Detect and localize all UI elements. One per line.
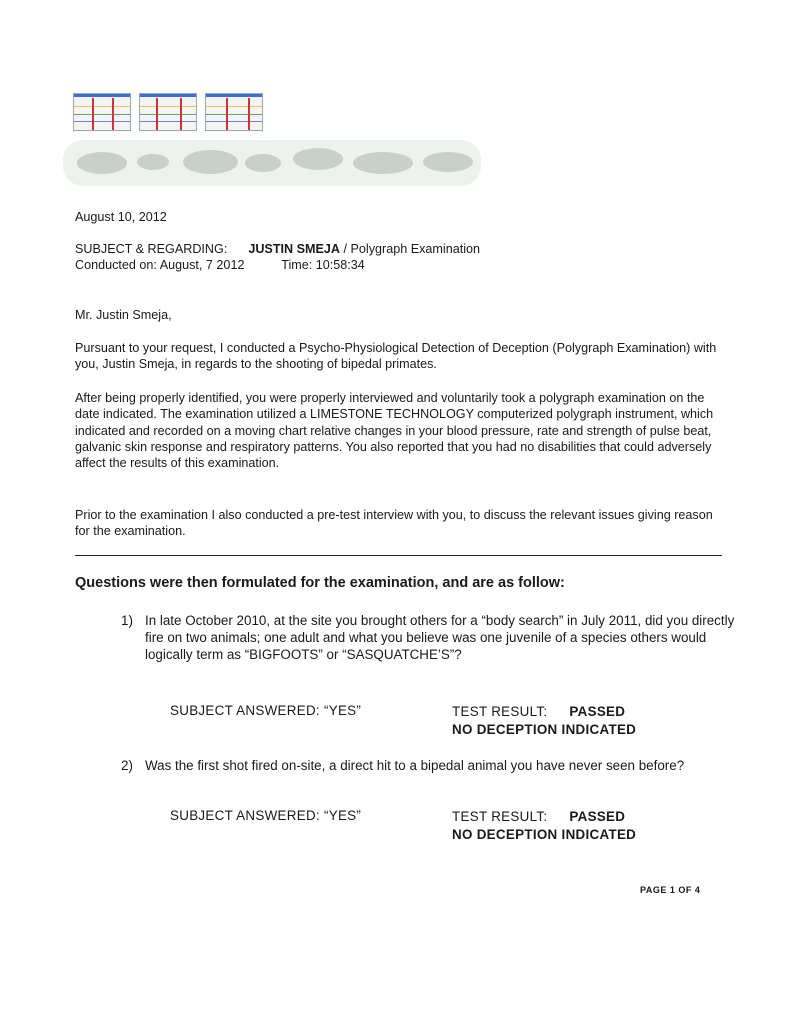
- conducted-line: [75, 257, 365, 273]
- conducted-time: Time: 10:58:34: [281, 258, 365, 272]
- subject-answer: SUBJECT ANSWERED: “YES”: [170, 808, 362, 823]
- test-result: [452, 703, 636, 738]
- test-result-value: PASSED: [569, 704, 626, 719]
- test-result-label: TEST RESULT:: [452, 809, 548, 824]
- question-number: 1): [121, 613, 133, 628]
- conducted-date: Conducted on: August, 7 2012: [75, 258, 245, 272]
- question-text: Was the first shot fired on-site, a direct hit to a bipedal animal you have never seen before?: [145, 758, 685, 773]
- paragraph-pretest: Prior to the examination I also conducted a pre-test interview with you, to discuss the relevant issues giving reason for the examination.: [75, 508, 713, 539]
- polygraph-chart-icon: [139, 93, 197, 131]
- deception-indication: NO DECEPTION INDICATED: [452, 721, 637, 737]
- letterhead-logo: [73, 93, 263, 131]
- test-result-value: PASSED: [569, 809, 626, 824]
- question-number: 2): [121, 758, 133, 773]
- subject-line: [75, 241, 480, 257]
- polygraph-chart-icon: [73, 93, 131, 131]
- test-result: [452, 808, 636, 843]
- page-number: PAGE 1 OF 4: [640, 885, 701, 895]
- paragraph-procedure: After being properly identified, you were properly interviewed and voluntarily took a polygraph examination on the date indicated. The examination utilized a LIMESTONE TECHNOLOGY computerized polygraph instrument, which indicated and recorded on a moving chart relative changes in your blood pressure, rate and strength of pulse beat, galvanic skin response and respiratory patterns. You also reported that you had no disabilities that could adversely affect the results of this examination.: [75, 391, 714, 471]
- question-text: In late October 2010, at the site you brought others for a “body search” in July 2011, did you directly fire on two animals; one adult and what you believe was one juvenile of a species others would logically term as “BIGFOOTS” or “SASQUATCHE’S”?: [145, 613, 735, 662]
- redacted-letterhead: [63, 140, 481, 186]
- subject-topic: / Polygraph Examination: [340, 242, 481, 256]
- test-result-label: TEST RESULT:: [452, 704, 548, 719]
- paragraph-intro: Pursuant to your request, I conducted a Psycho-Physiological Detection of Deception (Polygraph Examination) with you, Justin Smeja, in regards to the shooting of bipedal primates.: [75, 341, 717, 372]
- subject-answer: SUBJECT ANSWERED: “YES”: [170, 703, 362, 718]
- section-divider: [75, 555, 722, 556]
- letter-date: August 10, 2012: [75, 210, 167, 224]
- subject-label: SUBJECT & REGARDING:: [75, 242, 228, 256]
- deception-indication: NO DECEPTION INDICATED: [452, 826, 637, 842]
- polygraph-chart-icon: [205, 93, 263, 131]
- subject-name: JUSTIN SMEJA: [248, 242, 341, 256]
- salutation: Mr. Justin Smeja,: [75, 308, 172, 322]
- questions-heading: Questions were then formulated for the examination, and are as follow:: [75, 575, 565, 591]
